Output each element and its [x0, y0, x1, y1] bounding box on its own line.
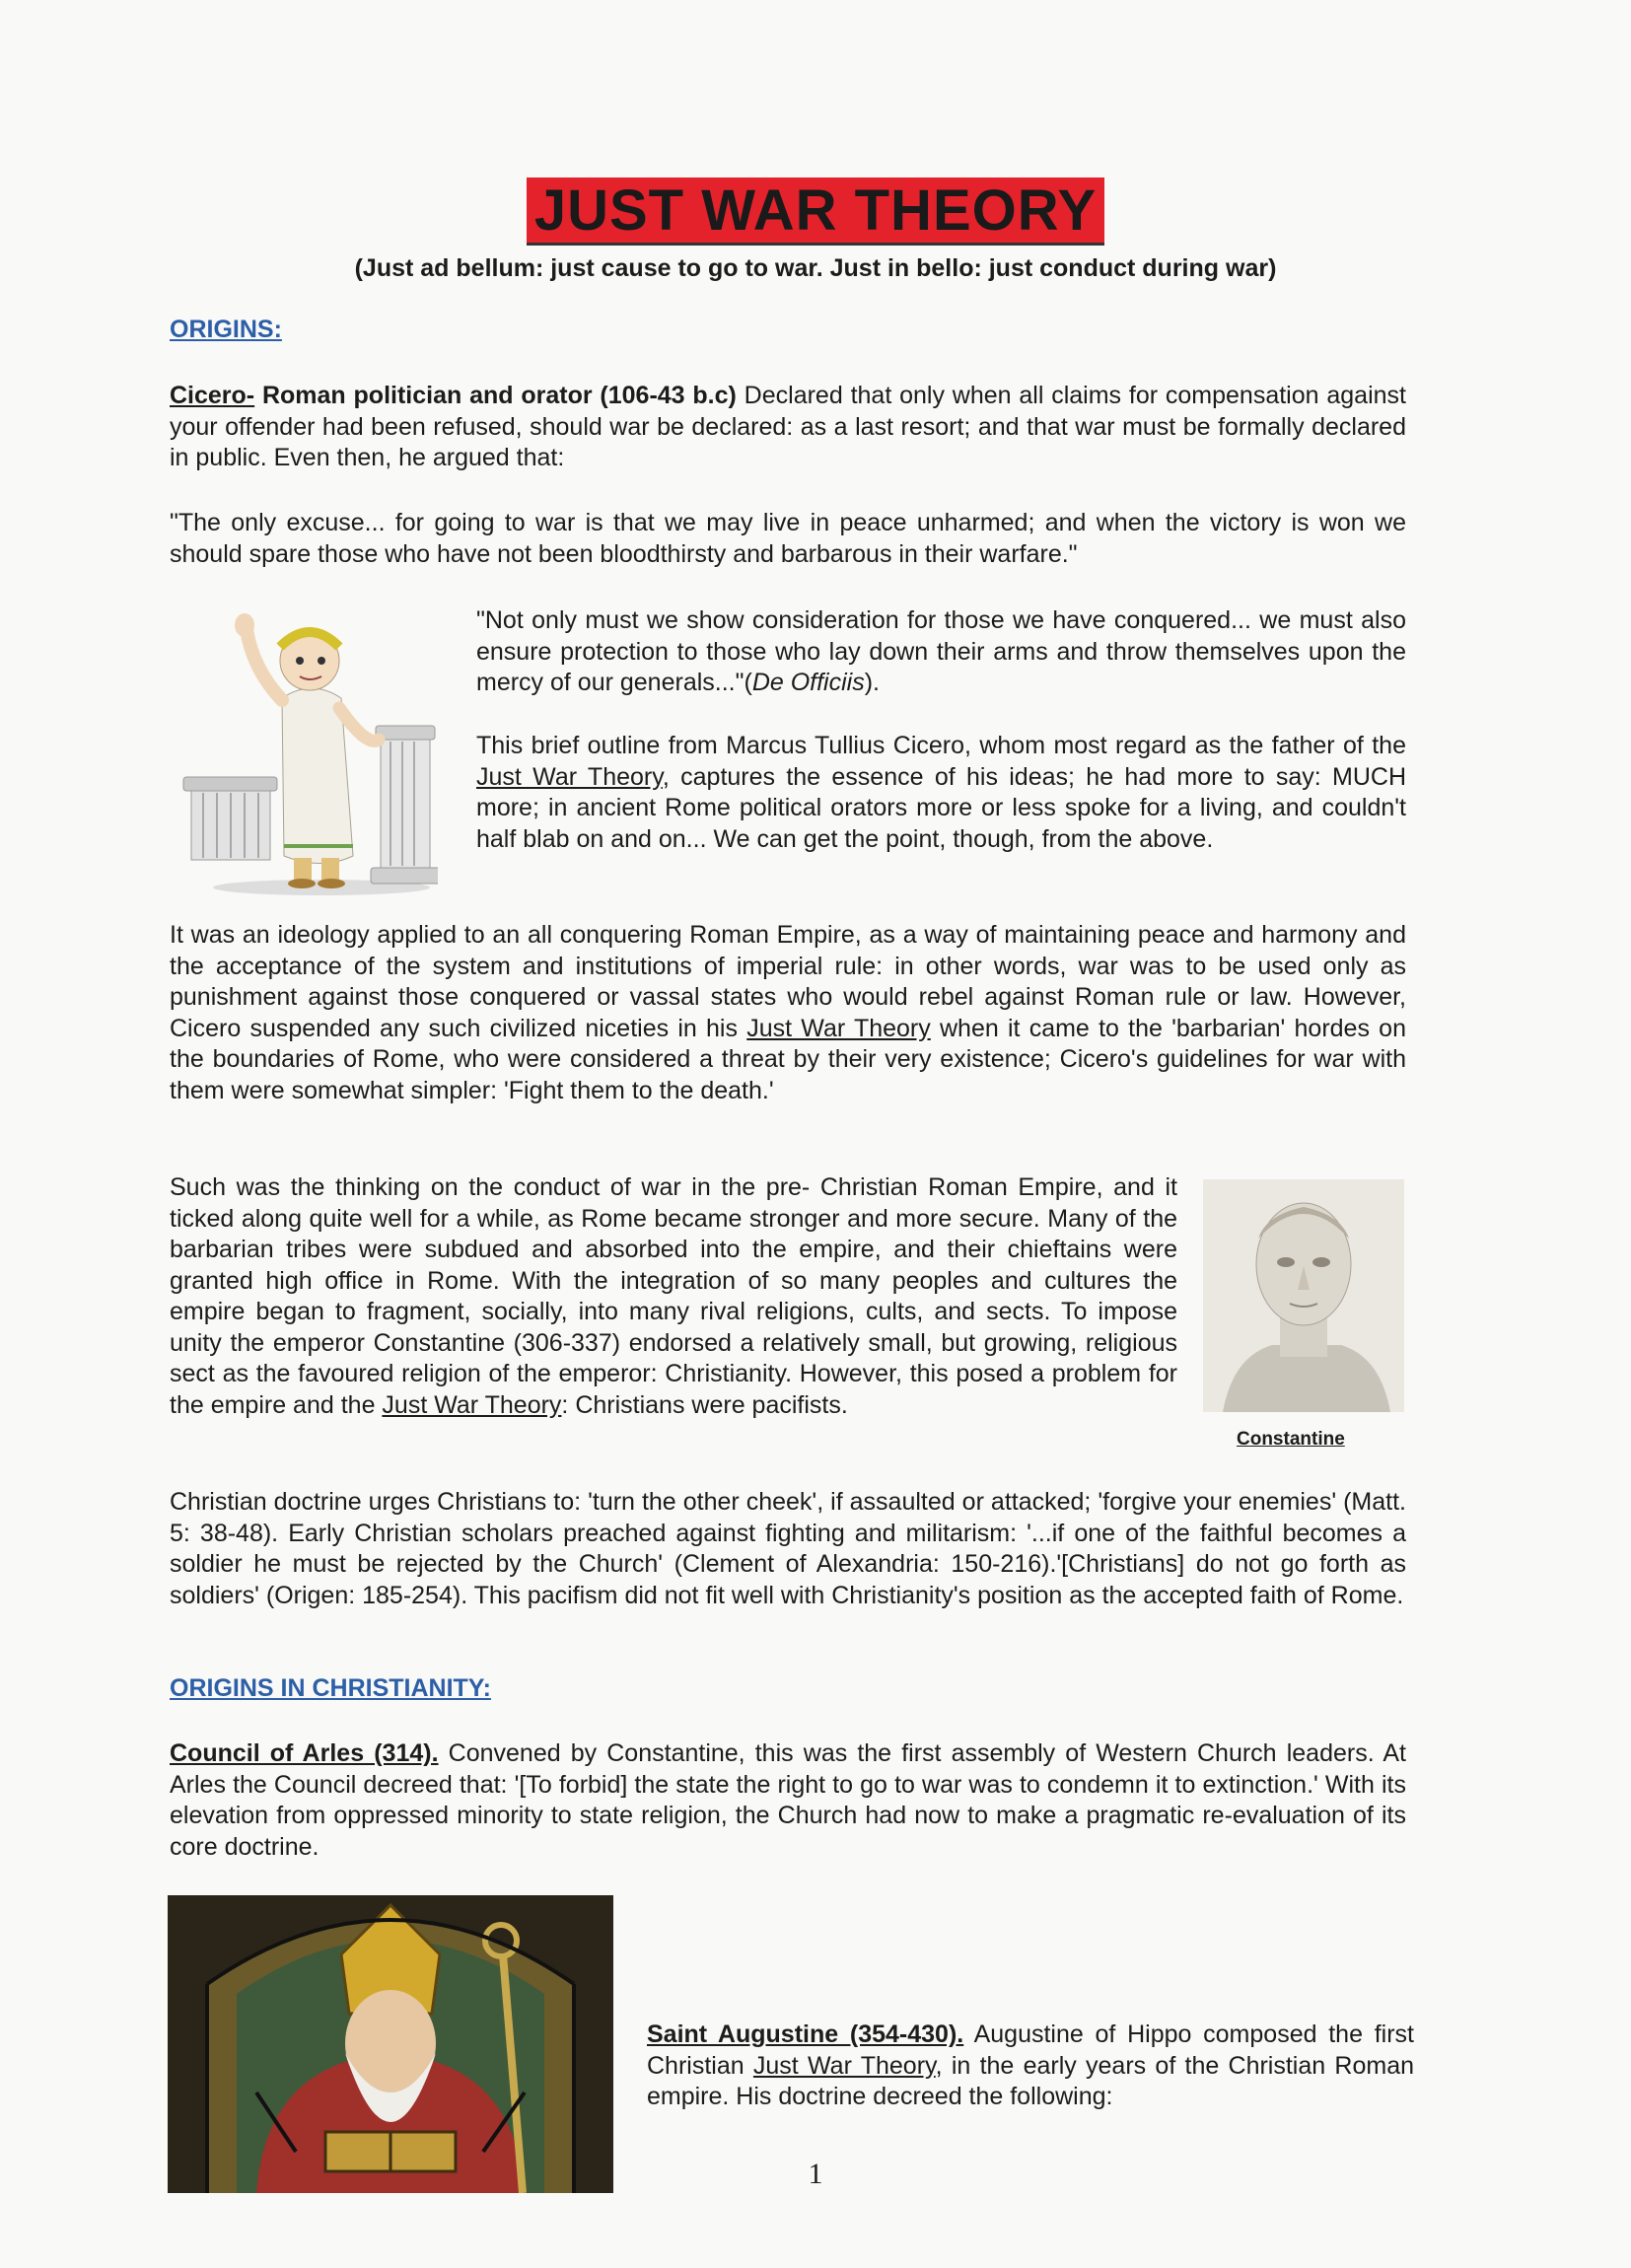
de-officiis-source: De Officiis: [751, 669, 865, 696]
constantine-caption: Constantine: [1237, 1429, 1345, 1450]
constantine-text-b: : Christians were pacifists.: [561, 1390, 848, 1419]
cicero-quote-2: [476, 605, 1406, 699]
just-war-theory-link-4: Just War Theory: [752, 2051, 936, 2080]
council-of-arles-text: Convened by Constantine, this was the first assembly of Western Church leaders. At Arles the Council decreed that: '[To forbid] the state the right to go to war was to condemn it to extinction.' With its elevation from oppressed minority to state religion, the Church had now to make a pragmatic re-evaluation of its core doctrine.: [170, 1739, 1406, 1861]
council-of-arles-paragraph: [170, 1738, 1406, 1863]
constantine-bust-image: [1203, 1179, 1404, 1412]
cicero-outline-text-b: , captures the essence of his ideas; he had more to say: MUCH more; in ancient Rome political orators more or less spoke for a living, and couldn't half blab on and on... We can get the point, though, from the above.: [476, 762, 1407, 853]
cicero-quote-2-end: ).: [864, 669, 880, 696]
cicero-quote-2-text: "Not only must we show consideration for those we have conquered... we must also ensure protection to those who lay down their arms and throw themselves upon the mercy of our generals..."(: [476, 606, 1406, 696]
page-title: JUST WAR THEORY: [527, 177, 1104, 246]
just-war-theory-link-3: Just War Theory: [382, 1390, 562, 1419]
roman-ideology-paragraph: [170, 920, 1406, 1106]
title-block: [0, 177, 1631, 246]
saint-augustine-text-b: , in the early years of the Christian Roman empire. His doctrine decreed the following:: [647, 2051, 1415, 2110]
page-number: 1: [808, 2158, 823, 2190]
just-war-theory-link-1: Just War Theory: [476, 762, 663, 791]
roman-ideology-text-b: when it came to the 'barbarian' hordes on the boundaries of Rome, who were considered a threat by their very existence; Cicero's guidelines for war with them were somewhat simpler: 'Fight them to the death.': [170, 1014, 1406, 1104]
cicero-outline-text-a: This brief outline from Marcus Tullius Cicero, whom most regard as the father of the: [476, 732, 1406, 759]
cicero-paragraph: [170, 381, 1406, 474]
saint-augustine-lead: Saint Augustine (354-430).: [647, 2020, 964, 2048]
cicero-paragraph-text: Declared that only when all claims for compensation against your offender had been refused, should war be declared: as a last resort; and that war must be formally declared in public. Even then, he argued that:: [170, 382, 1406, 471]
cicero-illustration: [174, 609, 438, 897]
constantine-text-a: Such was the thinking on the conduct of war in the pre- Christian Roman Empire, and it ticked along quite well for a while, as Rome became stronger and more secure. Many of the barbarian tribes were subdued and absorbed into the empire, and their chieftains were granted high office in Rome. With the integration of so many peoples and cultures the empire began to fragment, socially, into many rival religions, cults, and sects. To impose unity the emperor Constantine (306-337) endorsed a relatively small, but growing, religious sect as the favoured religion of the emperor: Christianity. However, this posed a problem for the empire and the: [170, 1173, 1177, 1419]
roman-ideology-text-a: It was an ideology applied to an all conquering Roman Empire, as a way of maintaining peace and harmony and the acceptance of the system and institutions of imperial rule: in other words, war was to be used only as punishment against those conquered or vassal states who would rebel against Roman rule or law. However, Cicero suspended any such civilized niceties in his: [170, 921, 1406, 1042]
cicero-descriptor: Roman politician and orator (106-43 b.c): [254, 382, 737, 409]
constantine-paragraph: [170, 1172, 1177, 1421]
origins-in-christianity-heading: ORIGINS IN CHRISTIANITY:: [170, 1674, 491, 1702]
saint-augustine-stained-glass-image: [168, 1895, 613, 2193]
subtitle: (Just ad bellum: just cause to go to war. Just in bello: just conduct during war): [354, 254, 1277, 282]
saint-augustine-paragraph: [647, 2020, 1414, 2113]
cicero-outline-paragraph: [476, 731, 1406, 855]
council-of-arles-lead: Council of Arles (314).: [170, 1739, 439, 1767]
origins-heading: ORIGINS:: [170, 316, 282, 343]
cicero-quote-1: "The only excuse... for going to war is that we may live in peace unharmed; and when the victory is won we should spare those who have not been bloodthirsty and barbarous in their warfare.": [170, 509, 1406, 568]
saint-augustine-text-a: Augustine of Hippo composed the first Christian: [647, 2020, 1414, 2080]
cicero-lead: Cicero-: [170, 382, 255, 409]
christian-doctrine-paragraph: Christian doctrine urges Christians to: 'turn the other cheek', if assaulted or attacked; 'forgive your enemies' (Matt. 5: 38-48). Early Christian scholars preached against fighting and militarism: '...if one of the faithful becomes a soldier he must be rejected by the Church' (Clement of Alexandria: 150-216).'[Christians] do not go forth as soldiers' (Origen: 185-254). This pacifism did not fit well with Christianity's position as the accepted faith of Rome.: [170, 1488, 1406, 1609]
just-war-theory-link-2: Just War Theory: [746, 1014, 931, 1042]
